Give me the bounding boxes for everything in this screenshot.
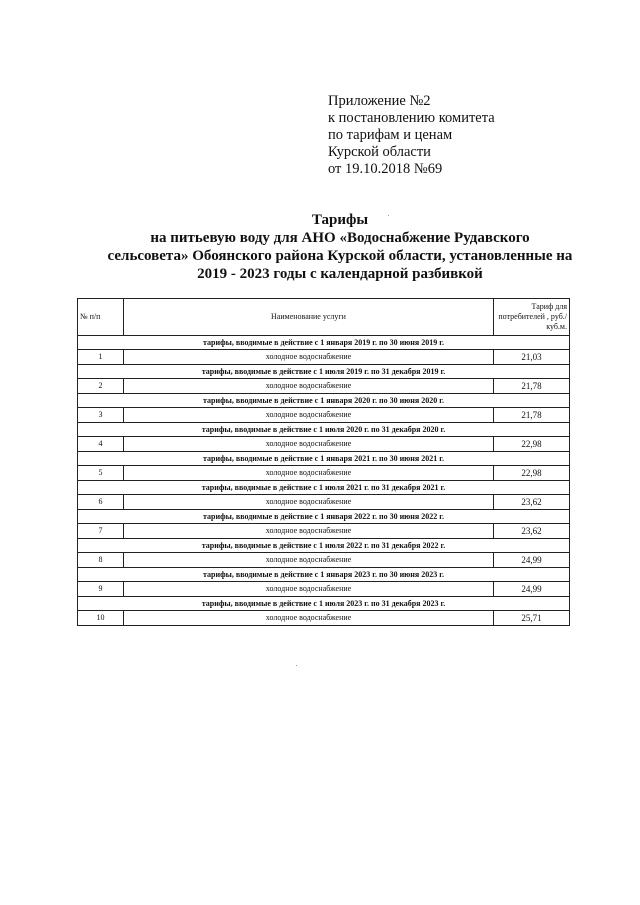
scan-speck — [296, 665, 297, 666]
row-service: холодное водоснабжение — [124, 495, 494, 510]
period-row — [78, 394, 570, 408]
appendix-block — [328, 93, 495, 178]
row-number: 2 — [78, 379, 124, 394]
period-label: тарифы, вводимые в действие с 1 июля 2021 г. по 31 декабря 2021 г. — [78, 481, 570, 495]
table-row — [78, 495, 570, 510]
appendix-line: к постановлению комитета — [328, 110, 495, 126]
table-row — [78, 350, 570, 365]
row-service: холодное водоснабжение — [124, 611, 494, 626]
row-number: 3 — [78, 408, 124, 423]
appendix-line: по тарифам и ценам — [328, 127, 453, 143]
row-service: холодное водоснабжение — [124, 524, 494, 539]
header-service: Наименование услуги — [124, 299, 494, 336]
tariff-table — [77, 298, 570, 626]
row-tariff: 25,71 — [494, 611, 570, 626]
period-row — [78, 336, 570, 350]
period-row — [78, 481, 570, 495]
row-number: 7 — [78, 524, 124, 539]
row-tariff: 24,99 — [494, 582, 570, 597]
table-row — [78, 408, 570, 423]
row-tariff: 21,78 — [494, 379, 570, 394]
period-label: тарифы, вводимые в действие с 1 июля 2020 г. по 31 декабря 2020 г. — [78, 423, 570, 437]
title-line: 2019 - 2023 годы с календарной разбивкой — [197, 266, 483, 282]
period-label: тарифы, вводимые в действие с 1 января 2020 г. по 30 июня 2020 г. — [78, 394, 570, 408]
row-tariff: 24,99 — [494, 553, 570, 568]
table-row — [78, 553, 570, 568]
table-row — [78, 582, 570, 597]
row-tariff: 23,62 — [494, 524, 570, 539]
title-line: на питьевую воду для АНО «Водоснабжение Рудавского — [150, 230, 530, 246]
row-number: 8 — [78, 553, 124, 568]
period-row — [78, 568, 570, 582]
row-number: 10 — [78, 611, 124, 626]
period-row — [78, 510, 570, 524]
row-tariff: 22,98 — [494, 437, 570, 452]
document-title — [60, 211, 620, 283]
period-row — [78, 597, 570, 611]
period-row — [78, 423, 570, 437]
table-header-row — [78, 299, 570, 336]
row-tariff: 22,98 — [494, 466, 570, 481]
row-service: холодное водоснабжение — [124, 408, 494, 423]
appendix-line: от 19.10.2018 №69 — [328, 161, 443, 177]
row-tariff: 21,78 — [494, 408, 570, 423]
row-service: холодное водоснабжение — [124, 553, 494, 568]
row-tariff: 21,03 — [494, 350, 570, 365]
table-row — [78, 524, 570, 539]
header-tariff: Тариф для потребителей , руб./ куб.м. — [494, 299, 570, 336]
row-tariff: 23,62 — [494, 495, 570, 510]
period-row — [78, 365, 570, 379]
title-line: Тарифы — [311, 212, 369, 228]
table-row — [78, 611, 570, 626]
period-row — [78, 452, 570, 466]
period-label: тарифы, вводимые в действие с 1 июля 2019 г. по 31 декабря 2019 г. — [78, 365, 570, 379]
period-row — [78, 539, 570, 553]
row-number: 5 — [78, 466, 124, 481]
row-number: 9 — [78, 582, 124, 597]
appendix-line: Курской области — [328, 144, 431, 160]
header-number: № п/п — [78, 299, 124, 336]
period-label: тарифы, вводимые в действие с 1 января 2019 г. по 30 июня 2019 г. — [78, 336, 570, 350]
row-service: холодное водоснабжение — [124, 582, 494, 597]
period-label: тарифы, вводимые в действие с 1 июля 2023 г. по 31 декабря 2023 г. — [78, 597, 570, 611]
row-service: холодное водоснабжение — [124, 466, 494, 481]
period-label: тарифы, вводимые в действие с 1 января 2023 г. по 30 июня 2023 г. — [78, 568, 570, 582]
period-label: тарифы, вводимые в действие с 1 июля 2022 г. по 31 декабря 2022 г. — [78, 539, 570, 553]
table-row — [78, 379, 570, 394]
scan-speck — [388, 215, 389, 216]
row-service: холодное водоснабжение — [124, 437, 494, 452]
table-body — [78, 336, 570, 626]
row-service: холодное водоснабжение — [124, 350, 494, 365]
table-row — [78, 466, 570, 481]
title-line: сельсовета» Обоянского района Курской области, установленные на — [107, 248, 573, 264]
row-number: 1 — [78, 350, 124, 365]
appendix-line: Приложение №2 — [328, 93, 431, 109]
row-number: 4 — [78, 437, 124, 452]
table-row — [78, 437, 570, 452]
period-label: тарифы, вводимые в действие с 1 января 2021 г. по 30 июня 2021 г. — [78, 452, 570, 466]
row-service: холодное водоснабжение — [124, 379, 494, 394]
period-label: тарифы, вводимые в действие с 1 января 2022 г. по 30 июня 2022 г. — [78, 510, 570, 524]
row-number: 6 — [78, 495, 124, 510]
